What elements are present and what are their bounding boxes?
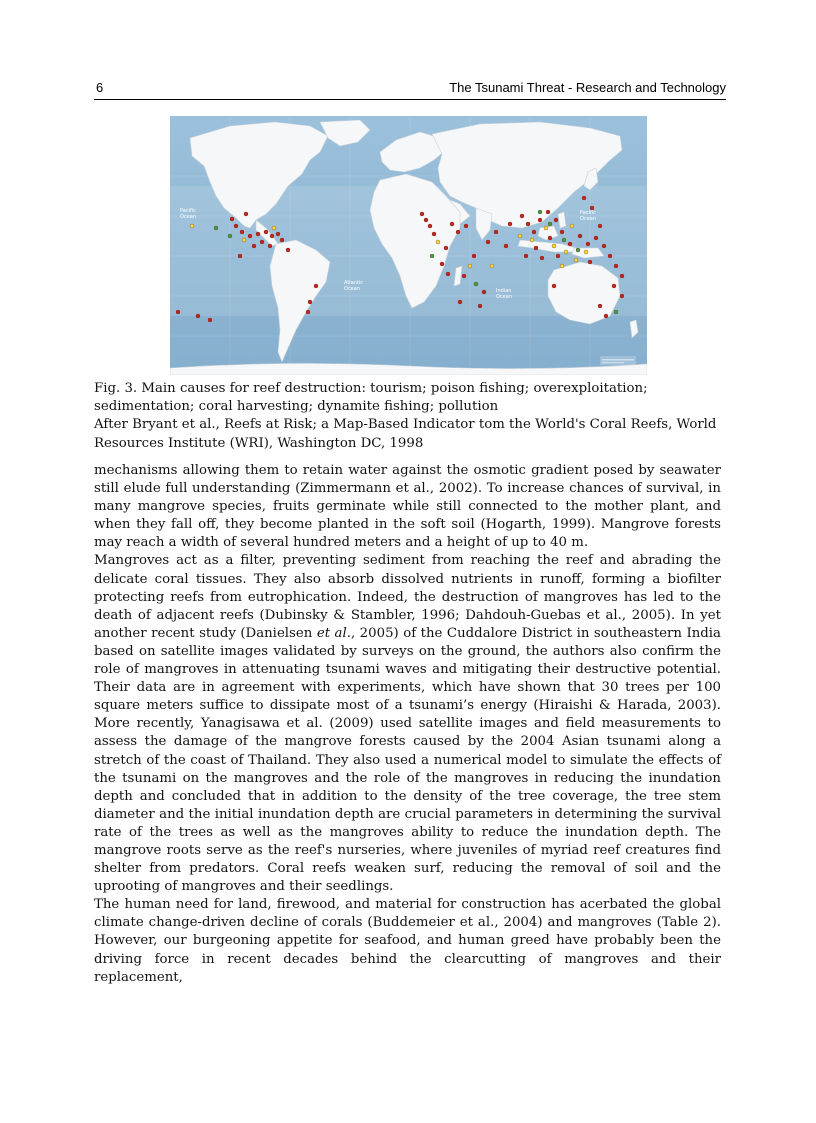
reef-marker: [560, 264, 564, 268]
reef-marker: [554, 218, 558, 222]
reef-marker: [228, 234, 232, 238]
running-title: The Tsunami Threat - Research and Technology: [449, 80, 726, 95]
reef-marker: [584, 250, 588, 254]
reef-marker: [474, 282, 478, 286]
reef-marker: [494, 230, 498, 234]
paragraph-text: , 2005) of the Cuddalore District in southeastern India based on satellite images validated by surveys on the ground, the authors also confirm the role of mangroves in attenuating tsunami waves and mitigating their destructive potential. Their data are in agreement with experiments, which have shown that 30 trees per 100 square meters suffice to dissipate most of a tsunami’s energy (Hiraishi & Harada, 2003). More recently, Yanagisawa et al. (2009) used satellite images and field measurements to assess the damage of the mangrove forests caused by the 2004 Asian tsunami along a stretch of the coast of Thailand. They also used a numerical model to simulate the effects of the tsunami on the mangroves and the role of the mangroves in reducing the inundation depth and concluded that in addition to the density of the tree coverage, the tree stem diameter and the initial inundation depth are crucial parameters in determining the survival rate of the trees as well as the mangroves ability to reduce the inundation depth. The mangrove roots serve as the reef's nurseries, where juveniles of myriad reef creatures find shelter from predators. Coral reefs weaken surf, reducing the removal of soil and the uprooting of mangroves and their seedlings.: [94, 625, 721, 895]
reef-marker: [446, 272, 450, 276]
reef-marker: [234, 224, 238, 228]
reef-marker: [270, 234, 274, 238]
reef-marker: [504, 244, 508, 248]
reef-marker: [196, 314, 200, 318]
reef-marker: [594, 236, 598, 240]
caption-line: Fig. 3. Main causes for reef destruction: tourism; poison fishing; overexploitation;: [94, 381, 648, 396]
page-number: 6: [96, 80, 104, 95]
reef-marker: [214, 226, 218, 230]
reef-marker: [552, 244, 556, 248]
caption-line: After Bryant et al., Reefs at Risk; a Map-Based Indicator tom the World's Coral Reefs, World: [94, 417, 717, 433]
reef-marker: [564, 250, 568, 254]
reef-marker: [190, 224, 194, 228]
reef-marker: [436, 240, 440, 244]
reef-marker: [582, 196, 586, 200]
reef-marker: [244, 212, 248, 216]
body-text: [94, 462, 721, 987]
reef-marker: [526, 222, 530, 226]
reef-marker: [420, 212, 424, 216]
paragraph: The human need for land, firewood, and material for construction has acerbated the global climate change-driven decline of corals (Buddemeier et al., 2004) and mangroves (Table 2). However, our burgeoning appetite for seafood, and human greed have probably been the driving force in recent decades behind the clearcutting of mangroves and their replacement,: [94, 897, 721, 985]
reef-marker: [548, 236, 552, 240]
reef-marker: [308, 300, 312, 304]
reef-marker: [428, 224, 432, 228]
reef-marker: [280, 238, 284, 242]
reef-marker: [608, 254, 612, 258]
paragraph: [94, 552, 721, 896]
reef-threat-world-map: [170, 116, 647, 375]
caption-line: sedimentation; coral harvesting; dynamite fishing; pollution: [94, 399, 499, 415]
reef-marker: [556, 254, 560, 258]
reef-marker: [264, 230, 268, 234]
publisher-logo: [600, 356, 636, 365]
reef-marker: [242, 238, 246, 242]
reef-marker: [518, 234, 522, 238]
reef-marker: [314, 284, 318, 288]
reef-marker: [614, 264, 618, 268]
reef-marker: [578, 234, 582, 238]
reef-marker: [552, 284, 556, 288]
reef-marker: [286, 248, 290, 252]
atlantic-ocean-label: Atlantic Ocean: [344, 280, 364, 292]
reef-marker: [276, 232, 280, 236]
reef-marker: [602, 244, 606, 248]
indian-ocean-label: Indian Ocean: [496, 288, 512, 300]
reef-marker: [256, 232, 260, 236]
reef-marker: [508, 222, 512, 226]
reef-marker: [586, 242, 590, 246]
reef-marker: [240, 230, 244, 234]
reef-marker: [450, 222, 454, 226]
et-al-italic: et al.: [316, 625, 351, 641]
reef-marker: [590, 206, 594, 210]
reef-marker: [614, 310, 618, 314]
reef-marker: [548, 222, 552, 226]
reef-marker: [576, 248, 580, 252]
reef-marker: [472, 254, 476, 258]
reef-marker: [430, 254, 434, 258]
reef-marker: [540, 256, 544, 260]
reef-marker: [486, 240, 490, 244]
map-svg: [170, 116, 647, 375]
reef-marker: [252, 244, 256, 248]
caption-line: Resources Institute (WRI), Washington DC, 1998: [94, 435, 424, 451]
reef-marker: [538, 218, 542, 222]
reef-marker: [530, 238, 534, 242]
reef-marker: [456, 230, 460, 234]
reef-marker: [440, 262, 444, 266]
reef-marker: [544, 226, 548, 230]
reef-marker: [238, 254, 242, 258]
reef-marker: [230, 217, 234, 221]
reef-marker: [260, 240, 264, 244]
reef-marker: [604, 314, 608, 318]
reef-marker: [568, 242, 572, 246]
reef-marker: [464, 224, 468, 228]
reef-marker: [598, 224, 602, 228]
reef-marker: [490, 264, 494, 268]
reef-marker: [462, 274, 466, 278]
reef-marker: [432, 232, 436, 236]
reef-marker: [574, 258, 578, 262]
reef-marker: [306, 310, 310, 314]
reef-marker: [478, 304, 482, 308]
reef-marker: [524, 254, 528, 258]
reef-marker: [538, 210, 542, 214]
reef-marker: [534, 246, 538, 250]
reef-marker: [612, 284, 616, 288]
reef-marker: [560, 230, 564, 234]
reef-marker: [482, 290, 486, 294]
reef-marker: [444, 246, 448, 250]
reef-marker: [562, 238, 566, 242]
reef-marker: [272, 226, 276, 230]
running-header: [94, 80, 726, 100]
reef-marker: [176, 310, 180, 314]
reef-marker: [570, 224, 574, 228]
reef-marker: [520, 214, 524, 218]
reef-marker: [208, 318, 212, 322]
reef-marker: [424, 218, 428, 222]
paragraph-text: Mangroves act as a filter, preventing sediment from reaching the reef and abrading the delicate coral tissues. They also absorb dissolved nutrients in runoff, forming a biofilter protecting reefs from eutrophication. Indeed, the destruction of mangroves has led to the death of adjacent reefs (Dubinsky & Stambler, 1996; Dahdouh-Guebas et al., 2005). In yet another recent study (Danielsen: [94, 553, 721, 641]
reef-marker: [532, 230, 536, 234]
paragraph: mechanisms allowing them to retain water against the osmotic gradient posed by seawater still elude full understanding (Zimmermann et al., 2002). To increase chances of survival, in many mangrove species, fruits germinate while still connected to the mother plant, and when they fall off, they become planted in the soft soil (Hogarth, 1999). Mangrove forests may reach a width of several hundred meters and a height of up to 40 m.: [94, 463, 721, 551]
reef-marker: [546, 210, 550, 214]
reef-marker: [588, 260, 592, 264]
reef-marker: [248, 234, 252, 238]
reef-marker: [468, 264, 472, 268]
figure-caption: [94, 380, 724, 453]
reef-marker: [598, 304, 602, 308]
reef-marker: [620, 274, 624, 278]
pacific-ocean-label-right: Pacific Ocean: [580, 210, 596, 222]
pacific-ocean-label-left: Pacific Ocean: [180, 208, 196, 220]
reef-marker: [620, 294, 624, 298]
reef-marker: [268, 244, 272, 248]
reef-marker: [458, 300, 462, 304]
